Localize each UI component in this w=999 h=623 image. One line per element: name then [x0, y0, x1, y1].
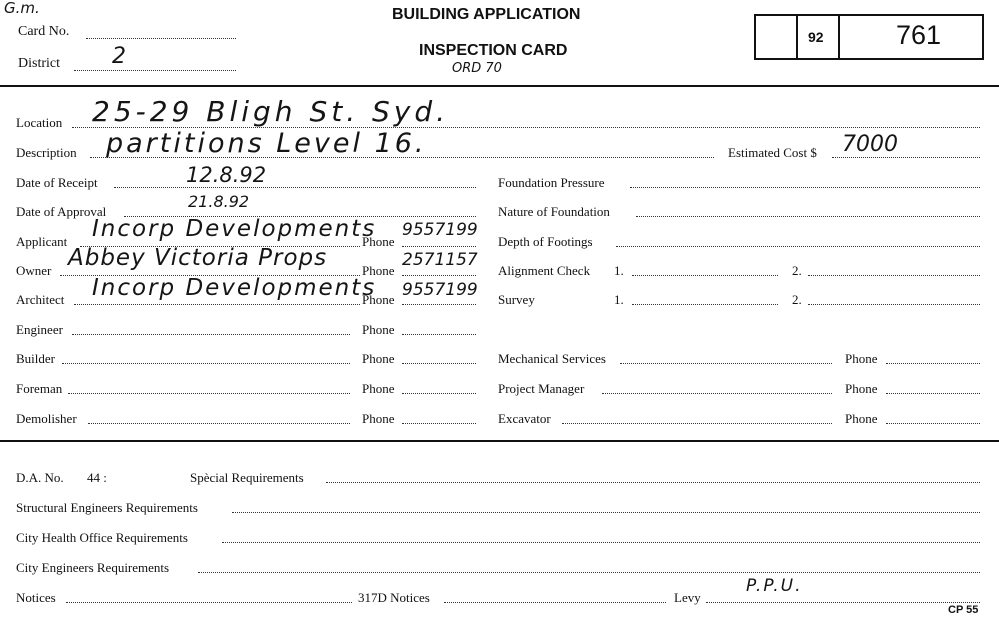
survey-1-label: 1. [614, 292, 624, 307]
form-subtitle: INSPECTION CARD [419, 42, 568, 59]
alignment-check-1-field[interactable] [632, 275, 778, 276]
city-engineers-field[interactable] [198, 572, 980, 573]
depth-of-footings-field[interactable] [616, 246, 980, 247]
excavator-label: Excavator [498, 411, 551, 426]
levy-value: P.P.U. [746, 576, 803, 596]
city-engineers-label: City Engineers Requirements [16, 560, 170, 575]
mechanical-services-field[interactable] [620, 363, 832, 364]
nature-of-foundation-field[interactable] [636, 216, 980, 217]
date-of-approval-label: Date of Approval [16, 204, 107, 219]
demolisher-phone-field[interactable] [402, 423, 476, 424]
initials-annotation: G.m. [4, 0, 40, 17]
card-no-field[interactable] [86, 38, 236, 39]
demolisher-phone-label: Phone [362, 411, 395, 426]
demolisher-label: Demolisher [16, 411, 77, 426]
foundation-pressure-label: Foundation Pressure [498, 175, 605, 190]
levy-label: Levy [674, 590, 701, 605]
builder-phone-field[interactable] [402, 363, 476, 364]
top-divider [0, 85, 999, 87]
special-requirements-field[interactable] [326, 482, 980, 483]
survey-2-label: 2. [792, 292, 802, 307]
alignment-check-label: Alignment Check [498, 263, 591, 278]
architect-phone-value: 9557199 [402, 280, 478, 300]
architect-field[interactable] [74, 304, 360, 305]
owner-value: Abbey Victoria Props [68, 245, 328, 271]
mechanical-services-label: Mechanical Services [498, 351, 606, 366]
district-value: 2 [112, 44, 126, 69]
estimated-cost-value: 7000 [842, 132, 898, 157]
card-no-label: Card No. [18, 24, 70, 39]
owner-label: Owner [16, 263, 52, 278]
survey-2-field[interactable] [808, 304, 980, 305]
survey-1-field[interactable] [632, 304, 778, 305]
middle-divider [0, 440, 999, 442]
foreman-phone-field[interactable] [402, 393, 476, 394]
builder-field[interactable] [62, 363, 350, 364]
project-manager-label: Project Manager [498, 381, 585, 396]
applicant-label: Applicant [16, 234, 68, 249]
foreman-field[interactable] [68, 393, 350, 394]
demolisher-field[interactable] [88, 423, 350, 424]
builder-label: Builder [16, 351, 55, 366]
description-label: Description [16, 145, 77, 160]
project-manager-field[interactable] [602, 393, 832, 394]
form-code: CP 55 [948, 604, 979, 616]
foundation-pressure-field[interactable] [630, 187, 980, 188]
card-number-box [754, 14, 984, 60]
project-manager-phone-field[interactable] [886, 393, 980, 394]
city-health-label: City Health Office Requirements [16, 530, 188, 545]
applicant-phone-value: 9557199 [402, 220, 478, 240]
estimated-cost-field[interactable] [832, 157, 980, 158]
mechanical-services-phone-label: Phone [845, 351, 878, 366]
applicant-value: Incorp Developments [92, 216, 377, 242]
excavator-phone-field[interactable] [886, 423, 980, 424]
project-manager-phone-label: Phone [845, 381, 878, 396]
builder-phone-label: Phone [362, 351, 395, 366]
excavator-field[interactable] [562, 423, 832, 424]
date-of-receipt-label: Date of Receipt [16, 175, 98, 190]
excavator-phone-label: Phone [845, 411, 878, 426]
foreman-label: Foreman [16, 381, 63, 396]
special-requirements-label: Spècial Requirements [190, 470, 304, 485]
district-field[interactable] [74, 70, 236, 71]
ord-note: ORD 70 [452, 61, 502, 76]
levy-field[interactable] [706, 602, 980, 603]
da-no-value: 44 : [87, 470, 107, 485]
owner-phone-field[interactable] [402, 275, 476, 276]
alignment-check-2-label: 2. [792, 263, 802, 278]
district-label: District [18, 56, 60, 71]
description-value: partitions Level 16. [106, 128, 427, 159]
card-number: 761 [896, 20, 942, 50]
year-box: 92 [808, 29, 824, 45]
notices-field[interactable] [66, 602, 352, 603]
depth-of-footings-label: Depth of Footings [498, 234, 593, 249]
da-no-label: D.A. No. [16, 470, 64, 485]
survey-label: Survey [498, 292, 535, 307]
location-label: Location [16, 115, 63, 130]
owner-phone-value: 2571157 [402, 250, 478, 270]
location-value: 25-29 Bligh St. Syd. [92, 95, 450, 128]
engineer-label: Engineer [16, 322, 63, 337]
foreman-phone-label: Phone [362, 381, 395, 396]
alignment-check-1-label: 1. [614, 263, 624, 278]
form-title: BUILDING APPLICATION [392, 6, 581, 23]
alignment-check-2-field[interactable] [808, 275, 980, 276]
owner-phone-label: Phone [362, 263, 395, 278]
estimated-cost-label: Estimated Cost $ [728, 145, 817, 160]
city-health-field[interactable] [222, 542, 980, 543]
nature-of-foundation-label: Nature of Foundation [498, 204, 610, 219]
structural-engineers-field[interactable] [232, 512, 980, 513]
317d-notices-field[interactable] [444, 602, 666, 603]
architect-label: Architect [16, 292, 65, 307]
architect-value: Incorp Developments [92, 275, 377, 301]
engineer-phone-field[interactable] [402, 334, 476, 335]
date-of-receipt-field[interactable] [114, 187, 476, 188]
architect-phone-field[interactable] [402, 304, 476, 305]
applicant-phone-label: Phone [362, 234, 395, 249]
date-of-approval-value: 21.8.92 [188, 192, 250, 211]
317d-notices-label: 317D Notices [358, 590, 430, 605]
date-of-receipt-value: 12.8.92 [186, 163, 267, 187]
applicant-phone-field[interactable] [402, 246, 476, 247]
engineer-field[interactable] [72, 334, 350, 335]
engineer-phone-label: Phone [362, 322, 395, 337]
notices-label: Notices [16, 590, 56, 605]
architect-phone-label: Phone [362, 292, 395, 307]
structural-engineers-label: Structural Engineers Requirements [16, 500, 198, 515]
mechanical-services-phone-field[interactable] [886, 363, 980, 364]
